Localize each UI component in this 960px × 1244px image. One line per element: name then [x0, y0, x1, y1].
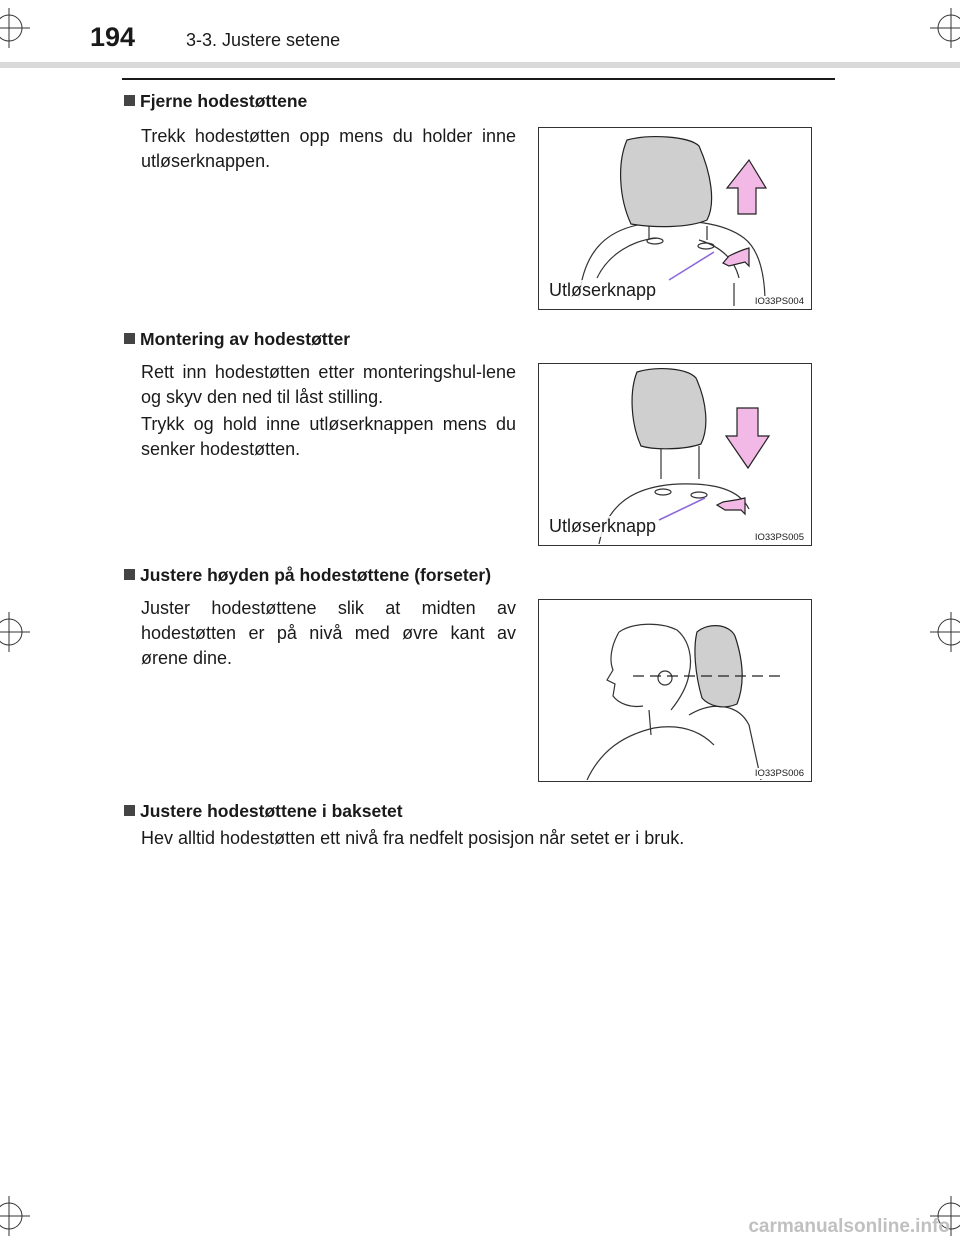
section-heading-height: Justere høyden på hodestøttene (forseter): [124, 565, 491, 586]
watermark: carmanualsonline.info: [748, 1216, 950, 1237]
paragraph: Rett inn hodestøtten etter monteringshul-lene og skyv den ned til låst stilling.: [141, 362, 516, 407]
square-bullet-icon: [124, 805, 135, 816]
chapter-title: 3-3. Justere setene: [186, 30, 341, 50]
section-heading-remove: Fjerne hodestøttene: [124, 91, 307, 112]
figure-mount-headrest: [538, 363, 812, 546]
figure-code: IO33PS005: [754, 532, 804, 543]
square-bullet-icon: [124, 333, 135, 344]
headrest-shape: [632, 369, 706, 449]
figure-remove-headrest: [538, 127, 812, 310]
page-number: 194: [90, 22, 136, 52]
up-arrow-icon: [727, 160, 766, 214]
section-rule: [122, 78, 835, 80]
figure-code: IO33PS006: [754, 768, 804, 779]
square-bullet-icon: [124, 569, 135, 580]
headrest-shape: [621, 137, 712, 227]
figure-headrest-height: [538, 599, 812, 782]
section-heading-mount: Montering av hodestøtter: [124, 329, 350, 350]
figure-label: Utløserknapp: [549, 516, 657, 536]
figure-label: Utløserknapp: [549, 280, 657, 300]
paragraph: Trykk og hold inne utløserknappen mens du senker hodestøtten.: [141, 414, 516, 459]
square-bullet-icon: [124, 95, 135, 106]
paragraph: Hev alltid hodestøtten ett nivå fra nedfelt posisjon når setet er i bruk.: [141, 828, 685, 848]
paragraph: Trekk hodestøtten opp mens du holder inne utløserknappen.: [141, 126, 516, 171]
figure-code: IO33PS004: [754, 296, 804, 307]
push-arrow-icon: [717, 498, 745, 514]
paragraph: Juster hodestøttene slik at midten av hodestøtten er på nivå med øvre kant av ørene dine.: [141, 598, 516, 668]
header-band: [0, 62, 960, 68]
section-heading-rear: Justere hodestøttene i baksetet: [124, 801, 403, 822]
push-arrow-icon: [723, 248, 749, 266]
headrest-shape: [695, 626, 742, 707]
down-arrow-icon: [726, 408, 769, 468]
